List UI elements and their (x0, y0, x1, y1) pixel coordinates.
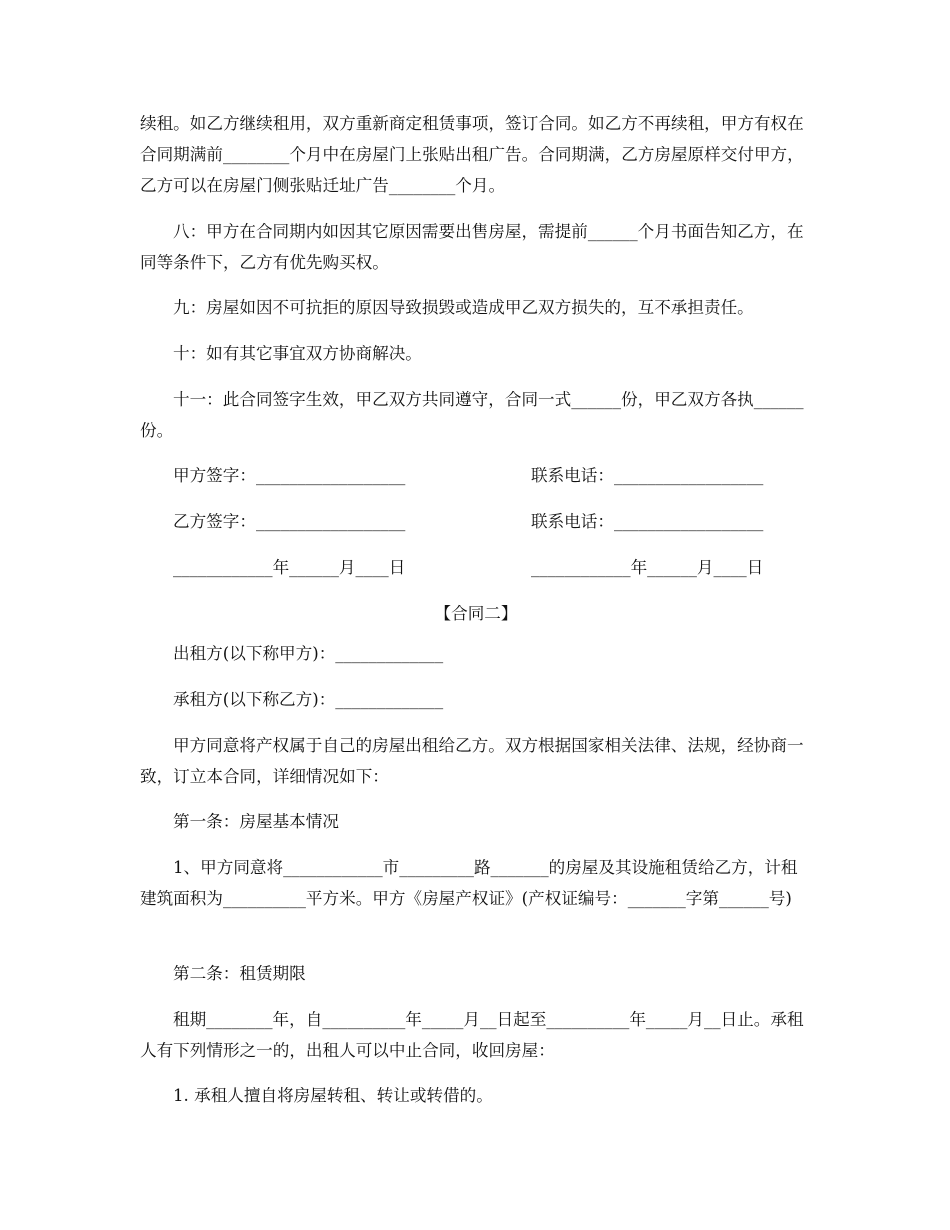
article-2-text: 租期________年，自__________年_____月__日起至__________年_____月__日止。承租人有下列情形之一的，出租人可以中止合同，收回房屋： (140, 1010, 804, 1060)
contract-intro-paragraph: 甲方同意将产权属于自己的房屋出租给乙方。双方根据国家相关法律、法规，经协商一致，订立本合同，详细情况如下： (140, 736, 804, 786)
paragraph-clause-11: 十一：此合同签字生效，甲乙双方共同遵守，合同一式______份，甲乙双方各执______份。 (140, 390, 804, 440)
article-2-title: 第二条：租赁期限 (173, 964, 306, 983)
paragraph-clause-9: 九：房屋如因不可抗拒的原因导致损毁或造成甲乙双方损失的，互不承担责任。 (173, 298, 754, 317)
party-b-phone-line: 联系电话：__________________ (531, 512, 764, 531)
party-b-signature-line: 乙方签字：__________________ (173, 512, 406, 531)
date-line-right: ____________年______月____日 (531, 558, 764, 577)
list-item-sublet: 1. 承租人擅自将房屋转租、转让或转借的。 (173, 1086, 493, 1105)
article-1-title: 第一条：房屋基本情况 (173, 812, 339, 831)
date-line-left: ____________年______月____日 (173, 558, 406, 577)
lessor-line: 出租方(以下称甲方)：_____________ (173, 644, 444, 663)
paragraph-clause-10: 十：如有其它事宜双方协商解决。 (173, 344, 422, 363)
party-a-signature-line: 甲方签字：__________________ (173, 466, 406, 485)
paragraph-renewal: 续租。如乙方继续租用，双方重新商定租赁事项，签订合同。如乙方不再续租，甲方有权在合同期满前________个月中在房屋门上张贴出租广告。合同期满，乙方房屋原样交付甲方，乙方可以在房屋门侧张贴迁址广告________个月。 (140, 114, 804, 195)
lessee-line: 承租方(以下称乙方)：_____________ (173, 690, 444, 709)
contract-two-heading: 【合同二】 (434, 604, 518, 623)
party-a-phone-line: 联系电话：__________________ (531, 466, 764, 485)
paragraph-clause-8: 八：甲方在合同期内如因其它原因需要出售房屋，需提前______个月书面告知乙方，在同等条件下，乙方有优先购买权。 (140, 222, 804, 272)
article-1-text: 1、甲方同意将____________市_________路_______的房屋及其设施租赁给乙方，计租建筑面积为__________平方米。甲方《房屋产权证》(产权证编号：_______字第______号) (140, 858, 798, 908)
